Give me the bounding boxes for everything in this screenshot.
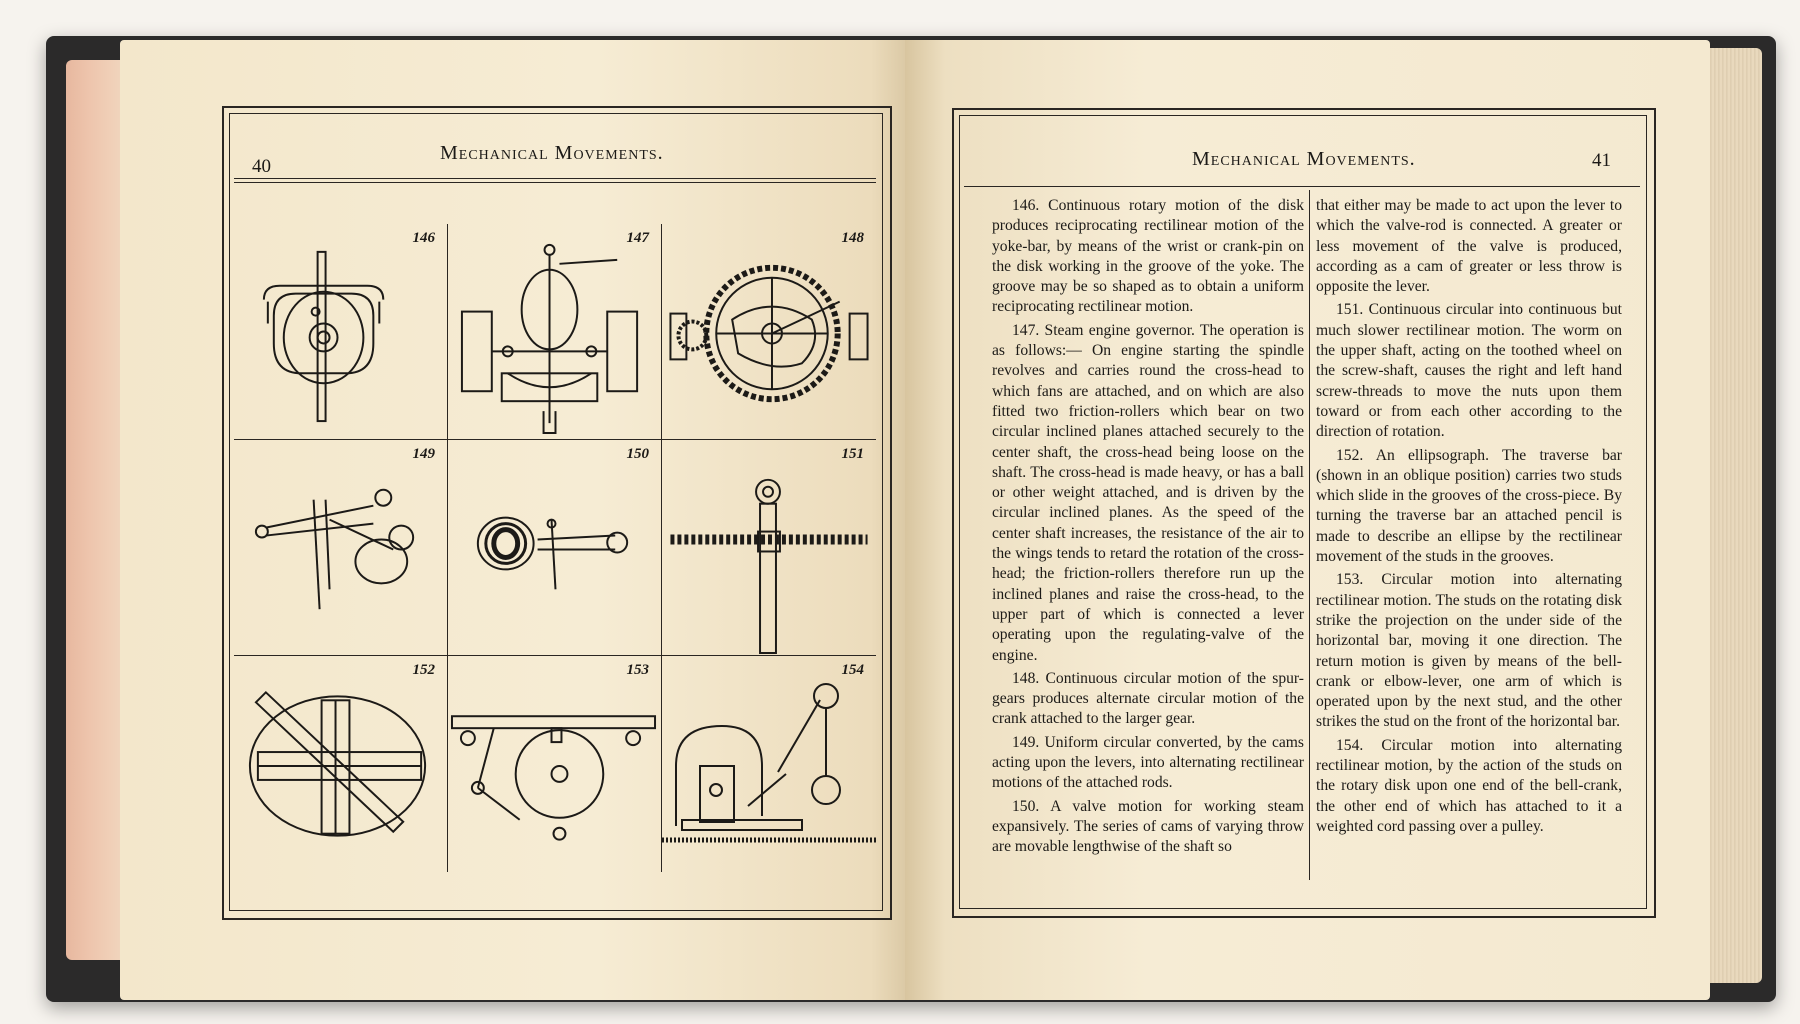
- figure-number: 150: [626, 446, 649, 462]
- figure-147: [448, 224, 662, 440]
- left-running-head: Mechanical Movements.: [440, 142, 664, 164]
- right-page-number: 41: [1592, 150, 1611, 171]
- paragraph-152: 152. An ellipsograph. The traverse bar (shown in an oblique position) carries two studs which slide in the grooves of the cross-piece. By turning the traverse bar an attached pencil is made to describe an ellipse by the rectilinear movement of the studs in the grooves.: [1316, 446, 1622, 566]
- paragraph-150: 150. A valve motion for working steam expansively. The series of cams of varying throw are movable lengthwise of the shaft so: [992, 797, 1304, 856]
- figure-number: 149: [412, 446, 435, 462]
- paragraph-148: 148. Continuous circular motion of the spur-gears produces alternate circular motion of the crank attached to the larger gear.: [992, 669, 1304, 728]
- paragraph-147: 147. Steam engine governor. The operation is as follows:— On engine starting the spindle revolves and carries round the cross-head to which fans are attached, and on which are also fitted two friction-rollers which bear on two circular inclined planes attached securely to the center shaft, the cross-head being loose on the shaft. The cross-head is made heavy, or has a ball or other weight attached, and is driven by the circular inclined planes. As the speed of the center shaft increases, the resistance of the air to the wings tends to retard the rotation of the cross-head; the friction-rollers therefore run up the inclined planes and raise the cross-head, to the upper part of which is connected a lever operating upon the regulating-valve of the engine.: [992, 321, 1304, 664]
- left-head-rule-2: [234, 182, 876, 183]
- paragraph-154: 154. Circular motion into alternating rectilinear motion, by the action of the studs on the rotary disk upon one end of the bell-crank, the other end of which has attached to it a weighted cord passing over a pulley.: [1316, 736, 1622, 835]
- paragraph-146: 146. Continuous rotary motion of the disk produces reciprocating rectilinear motion of the yoke-bar, by means of the wrist or crank-pin on the disk working in the groove of the yoke. The groove may be so shaped as to obtain a uniform reciprocating rectilinear motion.: [992, 197, 1304, 316]
- figure-number: 146: [412, 230, 435, 246]
- figure-number: 151: [841, 446, 864, 462]
- right-running-head: Mechanical Movements.: [1192, 148, 1416, 170]
- ellipsograph-illustration: [234, 656, 447, 872]
- page-edges-left: [66, 60, 126, 960]
- disk-studs-bar-illustration: [448, 656, 661, 872]
- figure-151: [662, 440, 876, 656]
- steam-governor-illustration: [448, 224, 661, 439]
- spur-gear-crank-illustration: [662, 224, 876, 439]
- paragraph-149: 149. Uniform circular converted, by the cams acting upon the levers, into alternating rectilinear motions of the attached rods.: [992, 733, 1304, 792]
- text-column-right: [1316, 196, 1622, 840]
- figure-148: [662, 224, 876, 440]
- figure-149: [234, 440, 448, 656]
- figure-number: 154: [841, 662, 864, 678]
- right-head-rule: [964, 186, 1640, 187]
- paragraph-151: 151. Continuous circular into continuous but much slower rectilinear motion. The worm on the upper shaft, acting on the toothed wheel on the screw-shaft, causes the right and left hand screw-threads to move the nuts upon them toward or from each other according to the direction of rotation.: [1316, 301, 1622, 441]
- figure-number: 152: [412, 662, 435, 678]
- yoke-crank-illustration: [234, 224, 447, 439]
- figure-grid: [234, 224, 876, 872]
- left-page-number: 40: [252, 156, 271, 177]
- text-column-left: [992, 196, 1304, 861]
- figure-153: [448, 656, 662, 872]
- figure-number: 147: [626, 230, 649, 246]
- figure-number: 153: [626, 662, 649, 678]
- figure-154: [662, 656, 876, 872]
- paragraph-150-continued: that either may be made to act upon the lever to which the valve-rod is connected. A greater or less movement of the valve is produced, according as a cam of greater or less throw is opposite the lever.: [1316, 197, 1622, 296]
- figure-150: [448, 440, 662, 656]
- cam-lever-illustration: [234, 440, 447, 655]
- left-head-rule: [234, 178, 876, 179]
- worm-gear-screw-illustration: [662, 440, 876, 655]
- figure-152: [234, 656, 448, 872]
- valve-cam-illustration: [448, 440, 661, 655]
- figure-146: [234, 224, 448, 440]
- figure-number: 148: [841, 230, 864, 246]
- column-divider: [1309, 190, 1310, 880]
- paragraph-153: 153. Circular motion into alternating rectilinear motion. The studs on the rotating disk strike the projection on the under side of the horizontal bar, moving it one direction. The return motion is given by means of the bell-crank or elbow-lever, one arm of which is operated upon by the next stud, and the other strikes the stud on the front of the horizontal bar.: [1316, 571, 1622, 731]
- bell-crank-pulley-illustration: [662, 656, 876, 872]
